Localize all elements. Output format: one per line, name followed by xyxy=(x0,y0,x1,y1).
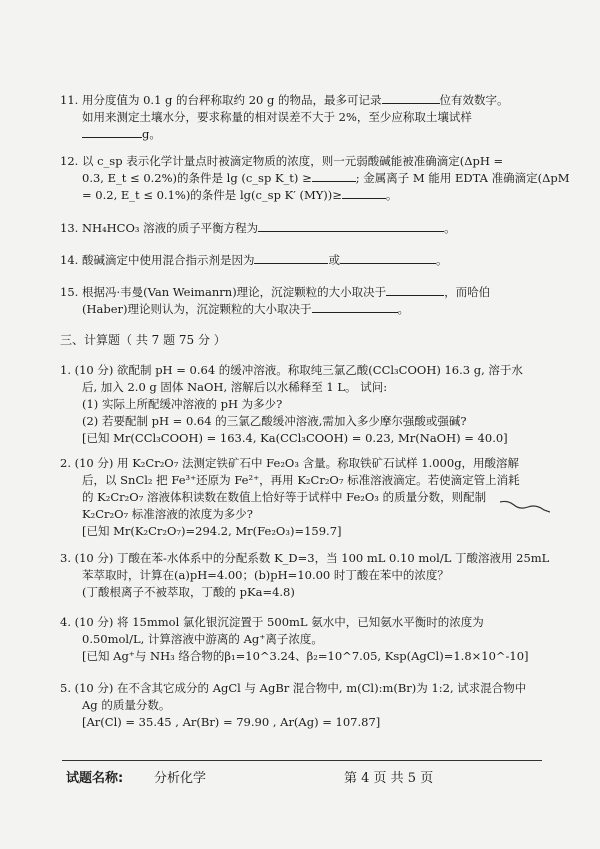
c2-text-2: 后，以 SnCl₂ 把 Fe³⁺还原为 Fe²⁺，再用 K₂Cr₂O₇ 标准溶液滴定。若使滴定管上消耗 xyxy=(82,473,520,487)
q11-text-1b: 位有效数字。 xyxy=(439,93,509,107)
q12-text-1: 12. 以 c_sp 表示化学计量点时被滴定物质的浓度，则一元弱酸碱能被准确滴定(ΔpH = xyxy=(60,154,504,168)
answer-blank[interactable] xyxy=(342,187,386,199)
q13-text-1b: 。 xyxy=(444,221,456,235)
q15-text-1: 15. 根据冯·韦曼(Van Weimanrn)理论，沉淀颗粒的大小取决于 xyxy=(60,285,387,299)
answer-blank[interactable] xyxy=(386,284,444,296)
c1-text-s1: (1) 实际上所配缓冲溶液的 pH 为多少? xyxy=(82,397,283,411)
c2-text-5: [已知 Mr(K₂Cr₂O₇)=294.2, Mr(Fe₂O₃)=159.7] xyxy=(82,524,342,538)
q12-text-2b: ; 金属离子 M 能用 EDTA 准确滴定(ΔpM xyxy=(355,171,570,185)
c5-text-1: 5. (10 分) 在不含其它成分的 AgCl 与 AgBr 混合物中, m(Cl):m(Br)为 1:2, 试求混合物中 xyxy=(60,681,527,695)
answer-blank[interactable] xyxy=(258,220,444,232)
c4-text-1: 4. (10 分) 将 15mmol 氯化银沉淀置于 500mL 氨水中，已知氨水平衡时的浓度为 xyxy=(60,615,484,629)
q11-text-2: 如用来测定土壤水分，要求称量的相对误差不大于 2%，至少应称取土壤试样 xyxy=(82,110,472,124)
q12-text-2: 0.3, E_t ≤ 0.2%)的条件是 lg (c_sp K_t) ≥ xyxy=(82,171,312,185)
section-heading: 三、计算题（ 共 7 题 75 分 ） xyxy=(60,333,226,347)
c3-text-2: 苯萃取时，计算在(a)pH=4.00；(b)pH=10.00 时丁酸在苯中的浓度？ xyxy=(82,568,449,582)
answer-blank[interactable] xyxy=(312,170,356,182)
c1-text-2: 后, 加入 2.0 g 固体 NaOH, 溶解后以水稀释至 1 L。 试问: xyxy=(82,380,388,394)
q15-text-2: (Haber)理论则认为，沉淀颗粒的大小取决于 xyxy=(82,302,312,316)
c2-text-3: 的 K₂Cr₂O₇ 溶液体积读数在数值上恰好等于试样中 Fe₂O₃ 的质量分数，则配制 xyxy=(82,490,487,504)
calc-question-5 xyxy=(60,680,530,731)
c2-text-1: 2. (10 分) 用 K₂Cr₂O₇ 法测定铁矿石中 Fe₂O₃ 含量。称取铁矿石试样 1.000g，用酸溶解 xyxy=(60,456,520,470)
q12-text-3: = 0.2, E_t ≤ 0.1%)的条件是 lg(c_sp K′ (MY))≥ xyxy=(82,188,342,202)
answer-blank[interactable] xyxy=(82,126,142,138)
c4-text-3: [已知 Ag⁺与 NH₃ 络合物的β₁=10^3.24、β₂=10^7.05, Ksp(AgCl)=1.8×10^-10] xyxy=(82,649,529,663)
question-12 xyxy=(60,153,570,204)
c1-text-s3: [已知 Mr(CCl₃COOH) = 163.4, Ka(CCl₃COOH) = 0.23, Mr(NaOH) = 40.0] xyxy=(82,431,508,445)
q14-text-1b: 。 xyxy=(435,253,448,267)
q11-text-3b: g。 xyxy=(142,127,161,141)
question-15 xyxy=(60,284,530,318)
q14-text-1m: 或 xyxy=(328,253,340,267)
c4-text-2: 0.50mol/L, 计算溶液中游离的 Ag⁺离子浓度。 xyxy=(82,632,323,646)
c5-text-3: [Ar(Cl) = 35.45 , Ar(Br) = 79.90 , Ar(Ag) = 107.87] xyxy=(82,715,381,729)
c1-text-1: 1. (10 分) 欲配制 pH = 0.64 的缓冲溶液。称取纯三氯乙酸(CCl₃COOH) 16.3 g, 溶于水 xyxy=(60,363,523,377)
page-footer xyxy=(62,760,542,786)
q11-text-1: 11. 用分度值为 0.1 g 的台秤称取约 20 g 的物品，最多可记录 xyxy=(60,93,382,107)
answer-blank[interactable] xyxy=(340,252,436,264)
handwritten-underline-mark xyxy=(500,500,550,514)
question-13 xyxy=(60,220,530,237)
q12-text-3b: 。 xyxy=(385,188,398,202)
answer-blank[interactable] xyxy=(254,252,328,264)
calc-question-3 xyxy=(60,550,550,601)
question-14 xyxy=(60,252,530,269)
c3-text-1: 3. (10 分) 丁酸在苯-水体系中的分配系数 K_D=3，当 100 mL 0.10 mol/L 丁酸溶液用 25mL xyxy=(60,551,550,565)
question-11 xyxy=(60,92,530,143)
answer-blank[interactable] xyxy=(382,92,440,104)
calc-question-1 xyxy=(60,362,530,447)
calc-question-4 xyxy=(60,614,530,665)
q15-text-2b: 。 xyxy=(397,302,410,316)
answer-blank[interactable] xyxy=(312,301,398,313)
c5-text-2: Ag 的质量分数。 xyxy=(82,698,171,712)
footer-label: 试题名称: xyxy=(66,771,124,786)
c2-text-4: K₂Cr₂O₇ 标准溶液的浓度为多少? xyxy=(82,507,253,521)
q14-text-1: 14. 酸碱滴定中使用混合指示剂是因为 xyxy=(60,253,255,267)
footer-page-number: 第 4 页 共 5 页 xyxy=(344,771,434,786)
footer-subject: 分析化学 xyxy=(154,771,207,786)
c3-text-3: (丁酸根离子不被萃取，丁酸的 pKa=4.8) xyxy=(82,585,295,599)
q15-text-1b: ，而哈伯 xyxy=(444,285,491,299)
calc-question-2 xyxy=(60,455,530,540)
q13-text-1: 13. NH₄HCO₃ 溶液的质子平衡方程为 xyxy=(60,221,259,235)
c1-text-s2: (2) 若要配制 pH = 0.64 的三氯乙酸缓冲溶液,需加入多少摩尔强酸或强碱? xyxy=(82,414,467,428)
